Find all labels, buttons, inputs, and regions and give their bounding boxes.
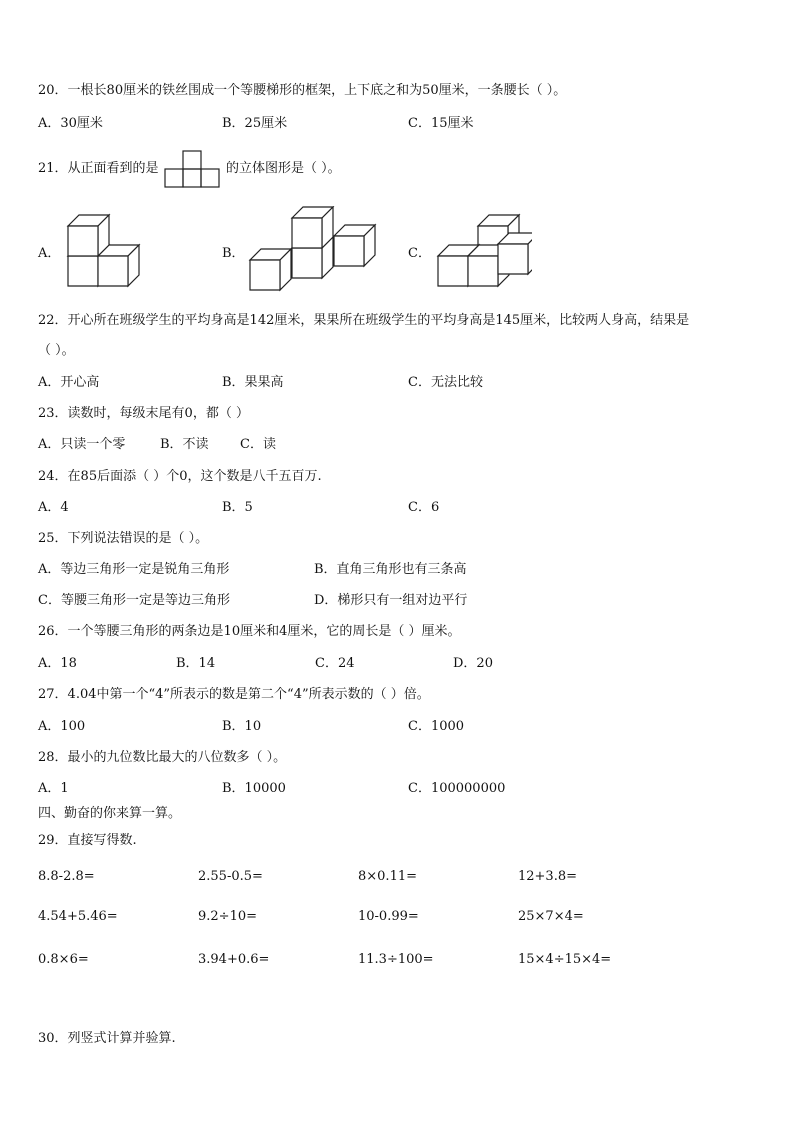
calc-item: 10-0.99= (358, 909, 419, 924)
q24-option-b[interactable]: B．5 (222, 500, 253, 515)
q22-option-c[interactable]: C．无法比较 (408, 375, 483, 390)
q25-option-d[interactable]: D．梯形只有一组对边平行 (314, 593, 468, 608)
q27-option-a[interactable]: A．100 (38, 719, 86, 734)
q20-stem: 20．一根长80厘米的铁丝围成一个等腰梯形的框架，上下底之和为50厘米，一条腰长（ ）。 (38, 83, 567, 98)
q23-option-b[interactable]: B．不读 (160, 437, 209, 452)
q22-stem-cont: （ ）。 (38, 343, 75, 358)
q30-stem: 30．列竖式计算并验算. (38, 1031, 176, 1046)
q23-option-a[interactable]: A．只读一个零 (38, 437, 126, 452)
q27-option-c[interactable]: C．1000 (408, 719, 465, 734)
calc-item: 11.3÷100= (358, 952, 434, 967)
q25-option-a[interactable]: A．等边三角形一定是锐角三角形 (38, 562, 230, 577)
calc-item: 8×0.11= (358, 869, 418, 884)
q21-option-a-cubes[interactable] (62, 210, 152, 304)
front-view-figure (164, 149, 222, 193)
q24-option-a[interactable]: A．4 (38, 500, 69, 515)
q21-stem-before: 21．从正面看到的是 (38, 161, 159, 176)
calc-item: 9.2÷10= (198, 909, 258, 924)
q24-stem: 24．在85后面添（ ）个0，这个数是八千五百万. (38, 469, 322, 484)
calc-item: 2.55-0.5= (198, 869, 263, 884)
cube-block (498, 233, 532, 274)
q26-option-d[interactable]: D．20 (453, 656, 493, 671)
q21-option-c-cubes[interactable] (432, 208, 532, 298)
q27-stem: 27．4.04中第一个“4”所表示的数是第二个“4”所表示数的（ ）倍。 (38, 687, 430, 702)
q21-option-a-label[interactable]: A． (38, 246, 61, 261)
q25-option-c[interactable]: C．等腰三角形一定是等边三角形 (38, 593, 230, 608)
q26-stem: 26．一个等腰三角形的两条边是10厘米和4厘米，它的周长是（ ）厘米。 (38, 624, 461, 639)
q28-option-b[interactable]: B．10000 (222, 781, 286, 796)
q20-option-b[interactable]: B．25厘米 (222, 116, 288, 131)
calc-item: 3.94+0.6= (198, 952, 270, 967)
q22-stem: 22．开心所在班级学生的平均身高是142厘米，果果所在班级学生的平均身高是145厘米，比较两人身高，结果是 (38, 313, 690, 328)
q21-stem-after: 的立体图形是（ ）。 (226, 161, 341, 176)
q29-stem: 29．直接写得数. (38, 833, 137, 848)
calc-item: 12+3.8= (518, 869, 578, 884)
calc-item: 4.54+5.46= (38, 909, 118, 924)
q26-option-a[interactable]: A．18 (38, 656, 77, 671)
calc-item: 0.8×6= (38, 952, 89, 967)
q23-stem: 23．读数时，每级末尾有0，都（ ） (38, 406, 249, 421)
q25-stem: 25．下列说法错误的是（ ）。 (38, 531, 209, 546)
q28-stem: 28．最小的九位数比最大的八位数多（ ）。 (38, 750, 287, 765)
q25-option-b[interactable]: B．直角三角形也有三条高 (314, 562, 467, 577)
q24-option-c[interactable]: C．6 (408, 500, 440, 515)
section-title: 四、勤奋的你来算一算。 (38, 806, 182, 821)
q21-option-c-label[interactable]: C． (408, 246, 431, 261)
calc-item: 25×7×4= (518, 909, 584, 924)
q28-option-a[interactable]: A．1 (38, 781, 69, 796)
q20-option-c[interactable]: C．15厘米 (408, 116, 474, 131)
q27-option-b[interactable]: B．10 (222, 719, 262, 734)
q22-option-a[interactable]: A．开心高 (38, 375, 100, 390)
cube-block (250, 249, 291, 290)
q22-option-b[interactable]: B．果果高 (222, 375, 284, 390)
q21-option-b-cubes[interactable] (246, 206, 386, 304)
q26-option-c[interactable]: C．24 (315, 656, 355, 671)
cube-block (292, 207, 333, 248)
cube-block (334, 225, 375, 266)
calc-item: 8.8-2.8= (38, 869, 95, 884)
q23-option-c[interactable]: C．读 (240, 437, 276, 452)
calc-item: 15×4÷15×4= (518, 952, 612, 967)
q20-option-a[interactable]: A．30厘米 (38, 116, 103, 131)
q26-option-b[interactable]: B．14 (176, 656, 216, 671)
cube-block (98, 245, 139, 286)
cube-block (68, 215, 109, 256)
q28-option-c[interactable]: C．100000000 (408, 781, 506, 796)
q21-option-b-label[interactable]: B． (222, 246, 245, 261)
